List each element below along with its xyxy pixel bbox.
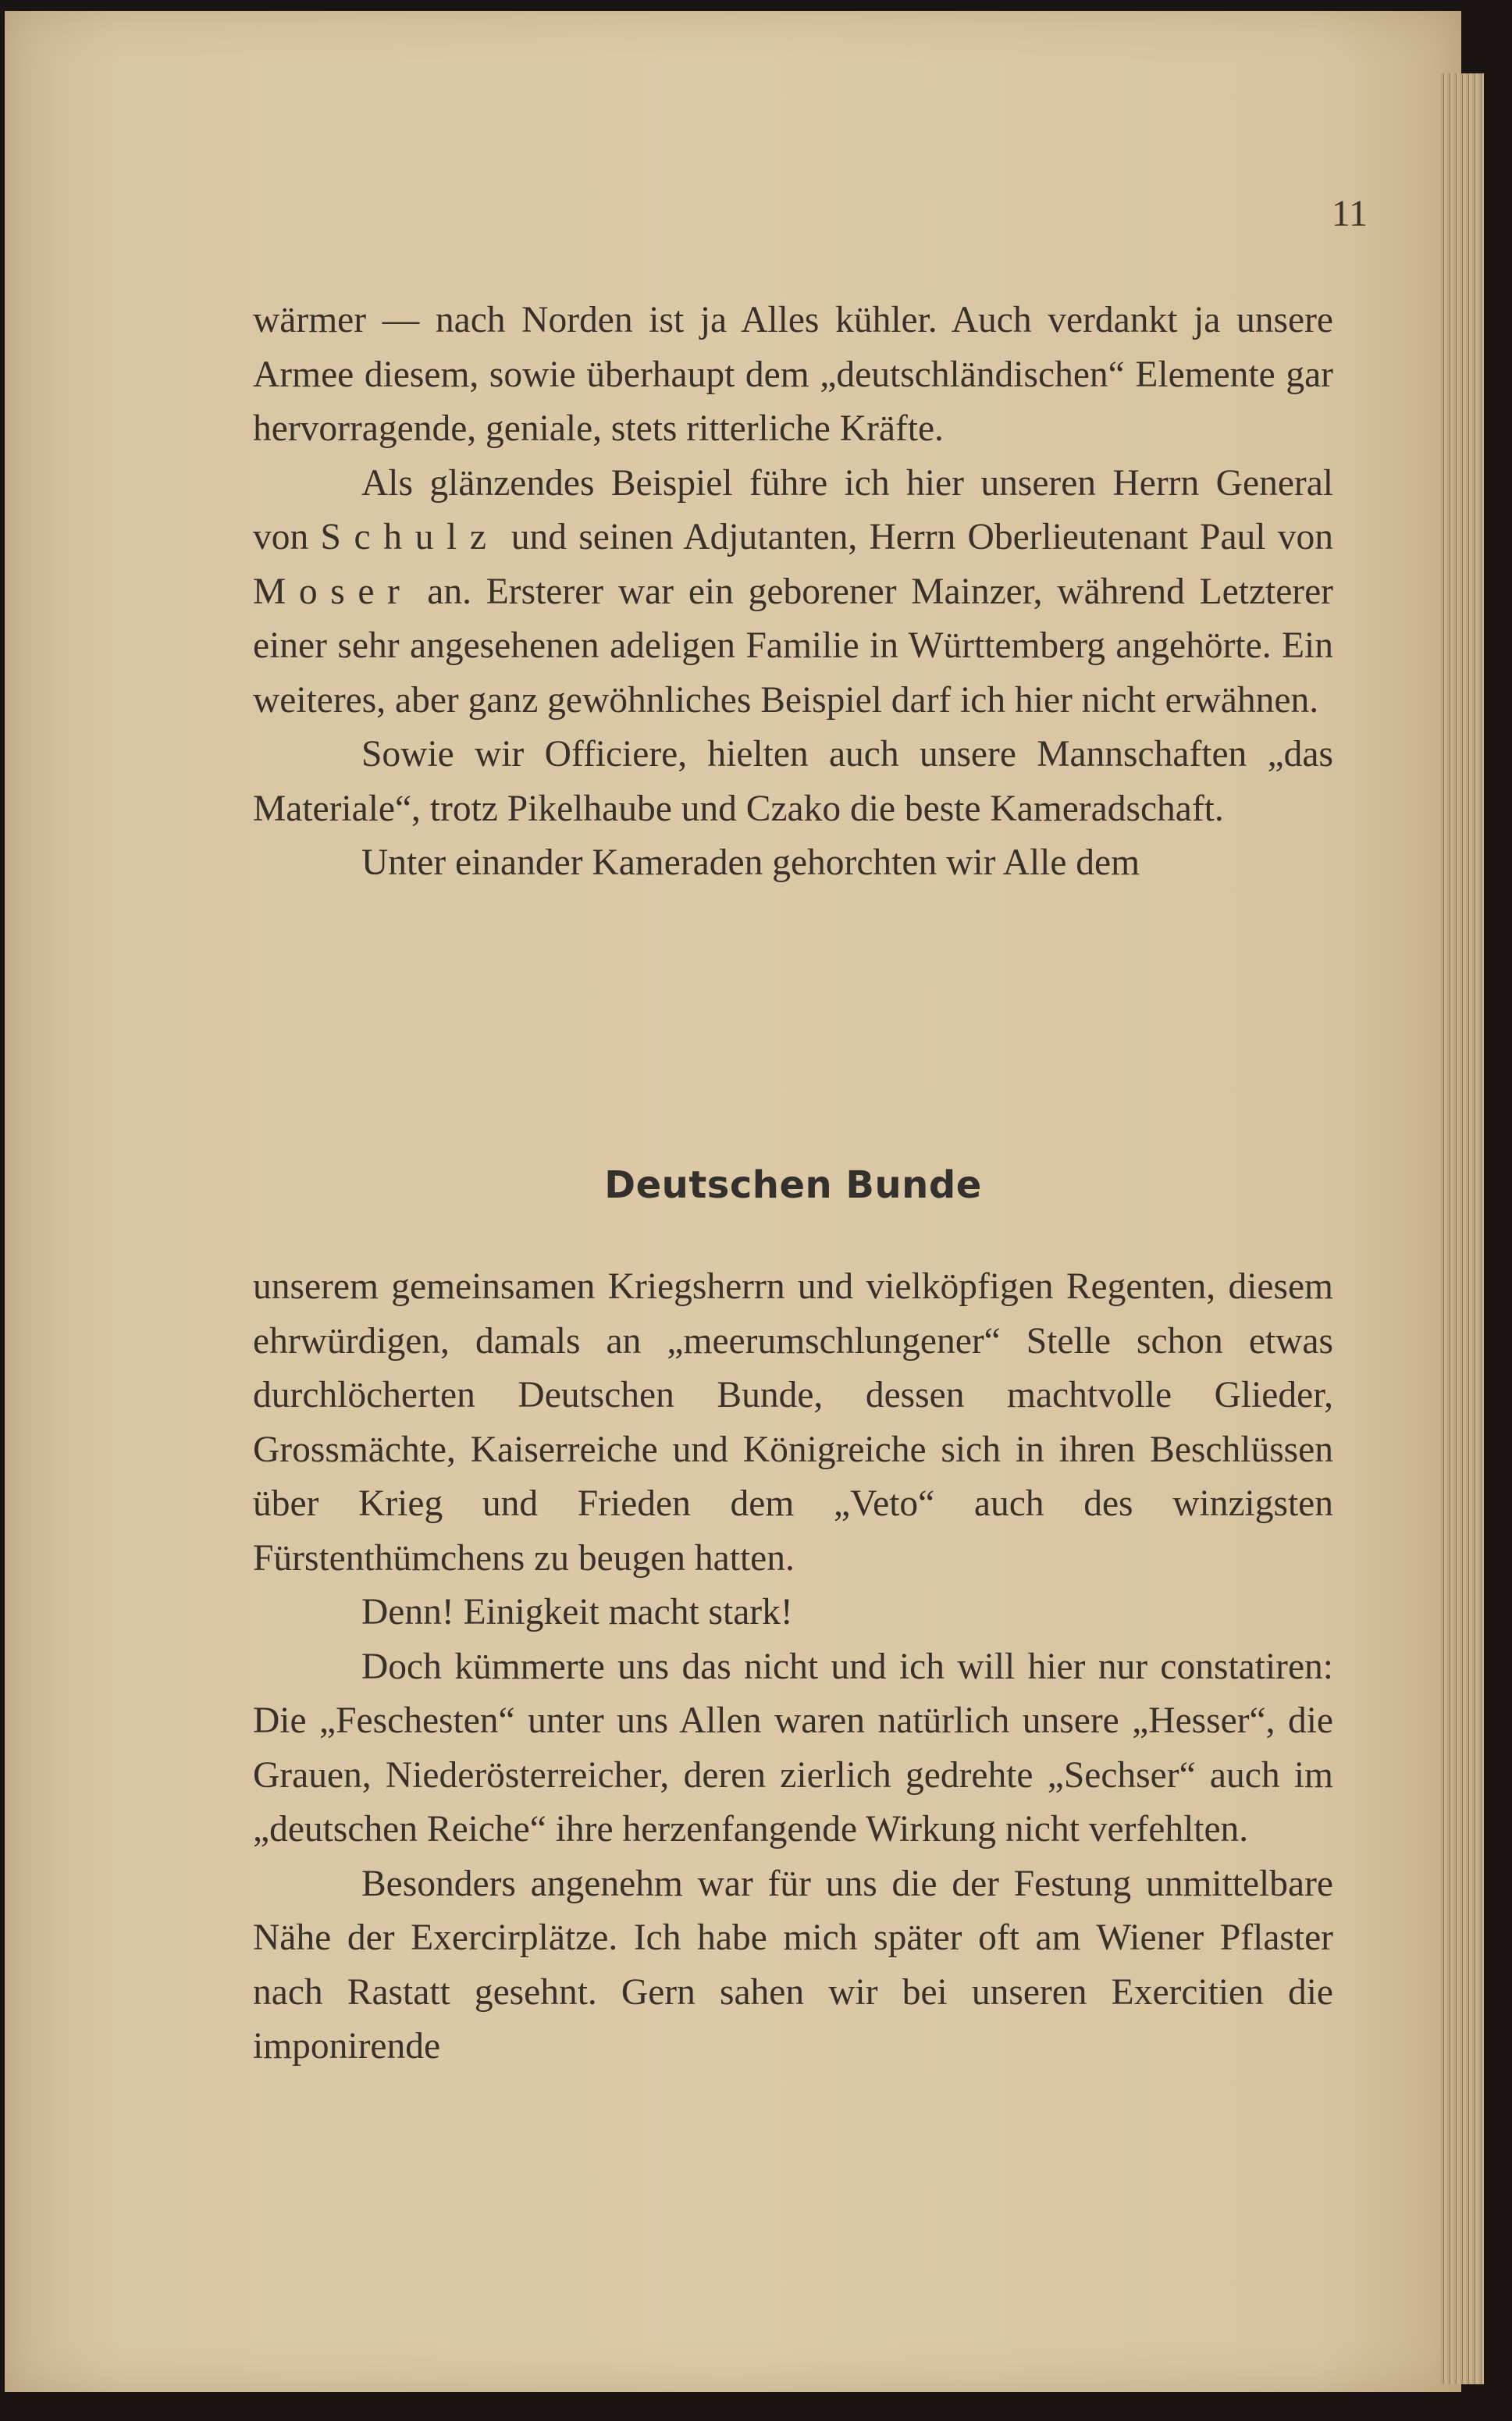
paragraph-3: Sowie wir Officiere, hielten auch unsere Mannschaften „das Materiale“, trotz Pikelhaube und Czako die beste Kameradschaft. [253, 734, 1333, 829]
text-block-bottom [253, 1260, 1333, 2074]
name-schulz: Schulz [320, 517, 500, 557]
paragraph-2 [253, 457, 1333, 728]
book-page [5, 11, 1461, 2392]
paragraph-4: Unter einander Kameraden gehorchten wir Alle dem [361, 842, 1140, 883]
page-number: 11 [1331, 193, 1368, 234]
paragraph-2-post: an. Ersterer war ein geborener Mainzer, während Letzterer einer sehr angesehenen adeligen Familie in Württemberg angehörte. Ein weiteres, aber ganz gewöhnliches Beispiel darf ich hier nicht erwähnen. [253, 571, 1333, 721]
paragraph-1: wärmer — nach Norden ist ja Alles kühler. Auch verdankt ja unsere Armee diesem, sowie überhaupt dem „deutschländischen“ Elemente gar hervorragende, geniale, stets ritterliche Kräfte. [253, 300, 1333, 449]
paragraph-2-pre: Als glänzendes Beispiel führe ich hier unseren Herrn General von [253, 462, 1333, 557]
paragraph-6: Denn! Einigkeit macht stark! [361, 1592, 793, 1632]
text-block-top [253, 294, 1333, 891]
paragraph-8: Besonders angenehm war für uns die der Festung unmittelbare Nähe der Exercirplätze. Ich habe mich später oft am Wiener Pflaster nach Rastatt gesehnt. Gern sahen wir bei unseren Exercitien die imponirende [253, 1863, 1333, 2067]
paragraph-2-mid: und seinen Adjutanten, Herrn Oberlieutenant Paul von [499, 517, 1333, 557]
paragraph-5: unserem gemeinsamen Kriegsherrn und vielköpfigen Regenten, diesem ehrwürdigen, damals an „meerumschlungener“ Stelle schon etwas durchlöcherten Deutschen Bunde, dessen machtvolle Glieder, Grossmächte, Kaiserreiche und Königreiche sich in ihren Beschlüssen über Krieg und Frieden dem „Veto“ auch des winzigsten Fürstenthümchens zu beugen hatten. [253, 1266, 1333, 1579]
paragraph-7: Doch kümmerte uns das nicht und ich will hier nur constatiren: Die „Feschesten“ unter uns Allen waren natürlich unsere „Hesser“, die Grauen, Niederösterreicher, deren zierlich gedrehte „Sechser“ auch im „deutschen Reiche“ ihre herzenfangende Wirkung nicht verfehlten. [253, 1646, 1333, 1850]
name-moser: Moser [253, 571, 413, 612]
page-edges [1441, 73, 1484, 2384]
section-heading: Deutschen Bunde [604, 1163, 982, 1207]
